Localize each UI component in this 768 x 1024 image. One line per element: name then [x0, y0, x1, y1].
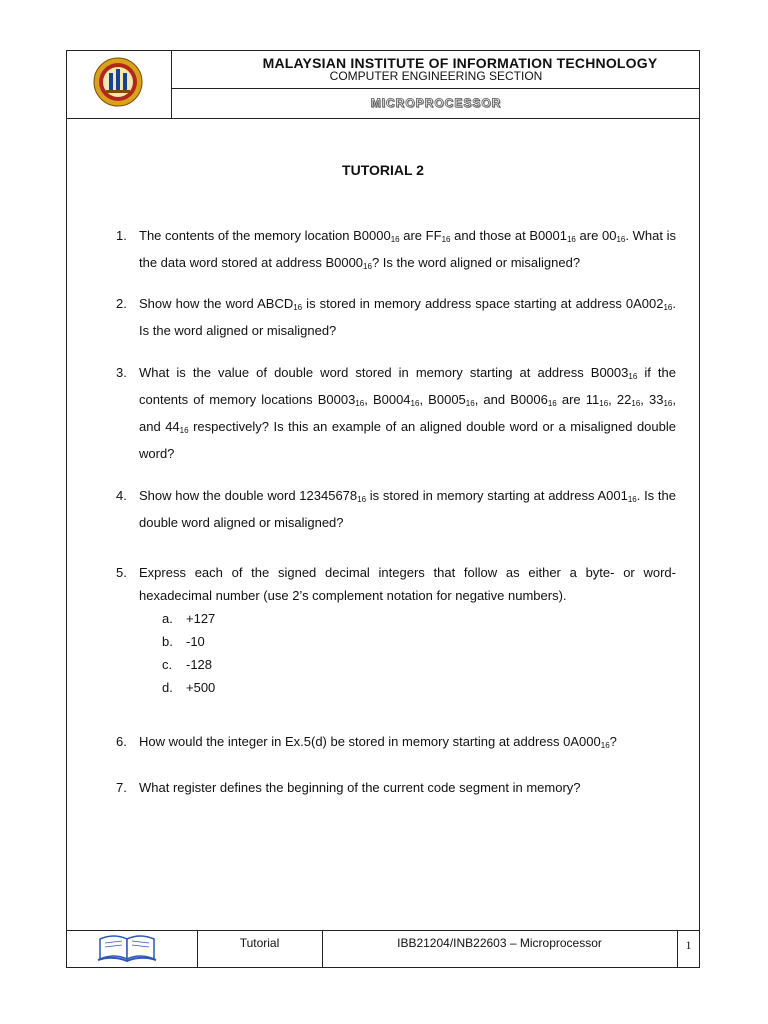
option-letter: b.	[162, 634, 173, 649]
question-number: 3.	[116, 365, 127, 380]
question-number: 5.	[116, 565, 127, 580]
question-6	[116, 730, 676, 757]
open-book-icon	[96, 933, 158, 963]
institution-name: MALAYSIAN INSTITUTE OF INFORMATION TECHNOLOGY	[262, 55, 658, 71]
question-text: How would the integer in Ex.5(d) be stored in memory starting at address $0A000_{16}$?	[139, 734, 617, 750]
question-text: Express each of the signed decimal integers that follow as either a byte- or word-hexadecimal number (use 2’s complement notation for negative numbers).	[139, 565, 676, 603]
page-title: TUTORIAL 2	[342, 162, 424, 178]
question-3	[116, 361, 676, 465]
question-1	[116, 224, 676, 278]
course-banner: MICROPROCESSOR	[370, 96, 502, 110]
header-divider	[172, 88, 700, 89]
option-value: +127	[186, 611, 216, 626]
footer-doc-type: Tutorial	[239, 936, 280, 950]
header-bottom-border	[66, 118, 700, 119]
question-text: Show how the double word $12345678_{16}$ is stored in memory starting at address $A001_{16}$. Is the double word aligned or misaligned?	[139, 488, 676, 530]
question-number: 6.	[116, 734, 127, 749]
question-number: 1.	[116, 228, 127, 243]
footer-bottom-border	[66, 967, 322, 968]
page-number: 1	[685, 938, 692, 952]
question-text: What is the value of double word stored in memory starting at address $B0003_{16}$ if the contents of memory locations $B0003_{16}$, $B0004_{16}$, $B0005_{16}$, and $B0006_{16}$ are $11_{16}$, $22_{16}$, $33_{16}$, and $44_{16}$ respectively? Is this an example of an aligned double word or a misaligned double word?	[139, 365, 677, 461]
question-text: Show how the word $ABCD_{16}$ is stored in memory address space starting at address $0A002_{16}$. Is the word aligned or misaligned?	[139, 296, 676, 338]
footer-course-code: IBB21204/INB22603 – Microprocessor	[397, 936, 602, 950]
footer-top-border	[66, 930, 700, 931]
question-2	[116, 292, 676, 342]
institute-logo-icon	[93, 57, 143, 107]
option-letter: a.	[162, 611, 173, 626]
option-value: -128	[186, 657, 213, 672]
question-number: 2.	[116, 296, 127, 311]
question-5	[116, 561, 676, 607]
option-letter: c.	[162, 657, 173, 672]
question-7	[116, 776, 676, 799]
question-number: 7.	[116, 780, 127, 795]
question-text: What register defines the beginning of the current code segment in memory?	[139, 780, 581, 795]
option-letter: d.	[162, 680, 173, 695]
section-name: COMPUTER ENGINEERING SECTION	[329, 69, 543, 83]
question-4	[116, 484, 676, 534]
question-number: 4.	[116, 488, 127, 503]
option-value: +500	[186, 680, 216, 695]
option-value: -10	[186, 634, 205, 649]
question-text: The contents of the memory location $B0000_{16}$ are $FF_{16}$ and those at $B0001_{16}$ are $00_{16}$. What is the data word stored at address $B0000_{16}$? Is the word aligned or misaligned?	[139, 228, 676, 271]
